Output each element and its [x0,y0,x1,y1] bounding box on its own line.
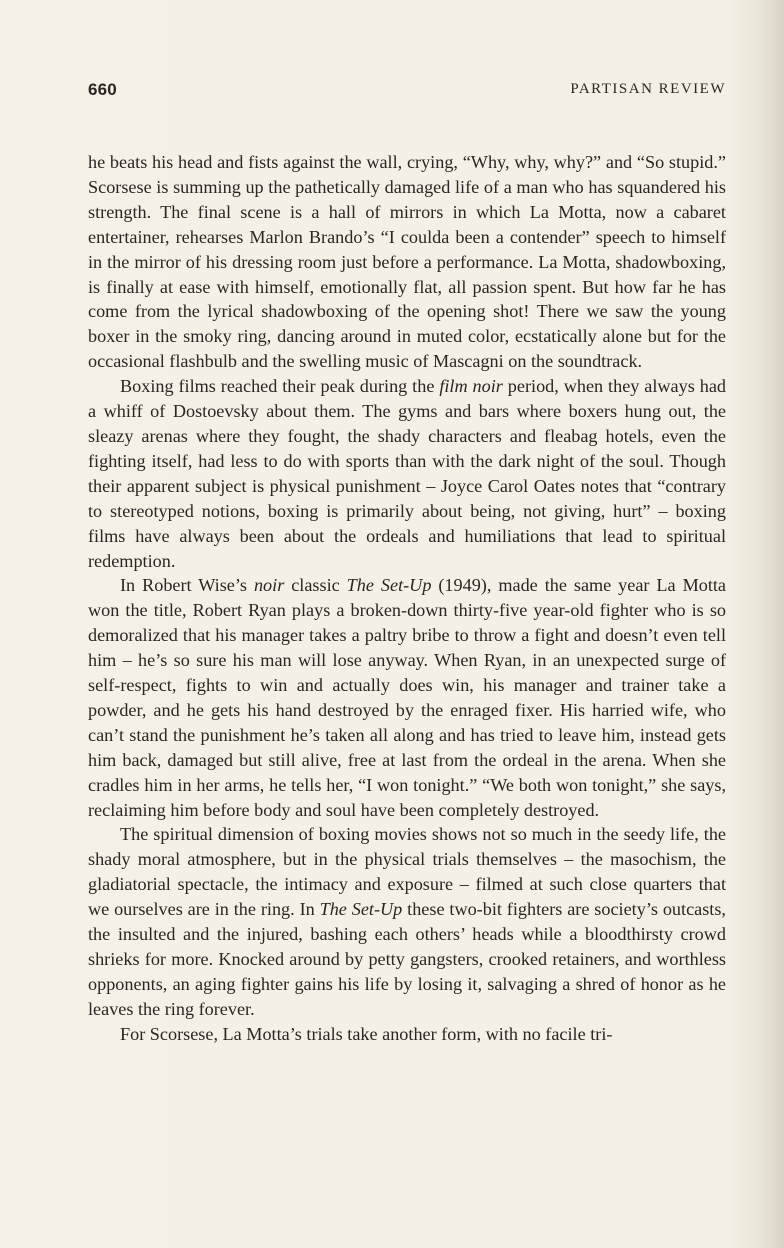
italic-title: film noir [439,376,503,397]
text-run: (1949), made the same year La Motta won the title, Robert Ryan plays a broken-down thirty-five year-old fighter who is so demoralized that his manager takes a paltry bribe to throw a fight and doesn’t even tell him – he’s so sure his man will lose anyway. When Ryan, in an unexpected surge of self-respect, fights to win and actually does win, his manager and trainer take a powder, and he gets his hand destroyed by the enraged fixer. His harried wife, who can’t stand the punishment he’s taken all along and has tried to leave him, instead gets him back, damaged but still alive, free at last from the ordeal in the arena. When she cradles him in her arms, he tells her, “I won tonight.” “We both won tonight,” she says, reclaiming him before body and soul have been completely destroyed. [88,575,727,820]
italic-title: The Set-Up [319,899,403,920]
text-run: In Robert Wise’s [120,575,254,596]
text-run: these two-bit fighters are society’s outcasts, the insulted and the injured, bashing each others’ heads while a bloodthirsty crowd shrieks for more. Knocked around by petty gangsters, crooked retainers, and worthless opponents, an aging fighter gains his life by losing it, salvaging a shred of honor as he leaves the ring forever. [88,899,726,1019]
text-run: For Scorsese, La Motta’s trials take another form, with no facile tri- [120,1023,613,1044]
paragraph [88,573,726,822]
italic-title: noir [253,575,285,596]
text-run: classic [284,575,347,596]
page-number: 660 [88,80,117,99]
body-text [88,150,726,1047]
italic-title: The Set-Up [346,575,432,596]
text-run: The spiritual dimension of boxing movies shows not so much in the seedy life, the shady moral atmosphere, but in the physical trials themselves – the masochism, the gladiatorial spectacle, the intimacy and exposure – filmed at such close quarters that we ourselves are in the ring. In [88,824,726,920]
text-run: Boxing films reached their peak during the [120,376,440,397]
paragraph [88,150,726,374]
paragraph [88,374,726,573]
running-head: PARTISAN REVIEW [570,81,726,97]
paragraph [88,822,726,1021]
page-header [88,80,726,104]
text-run: he beats his head and fists against the wall, crying, “Why, why, why?” and “So stupid.” Scorsese is summing up the pathetically damaged life of a man who has squandered his strength. The final scene is a hall of mirrors in which La Motta, now a cabaret entertainer, rehearses Marlon Brando’s “I coulda been a contender” speech to himself in the mirror of his dressing room just before a performance. La Motta, shadowboxing, is finally at ease with himself, emotionally flat, all passion spent. But how far he has come from the lyrical shadowboxing of the opening shot! There we saw the young boxer in the smoky ring, dancing around in muted color, ecstatically alone but for the occasional flashbulb and the swelling music of Mascagni on the soundtrack. [88,152,726,372]
paragraph [88,1022,726,1047]
text-run: period, when they always had a whiff of Dostoevsky about them. The gyms and bars where boxers hung out, the sleazy arenas where they fought, the shady characters and fleabag hotels, even the fighting itself, had less to do with sports than with the dark night of the soul. Though their apparent subject is physical punishment – Joyce Carol Oates notes that “contrary to stereotyped notions, boxing is primarily about being, not giving, hurt” – boxing films have always been about the ordeals and humiliations that lead to spiritual redemption. [88,376,726,571]
